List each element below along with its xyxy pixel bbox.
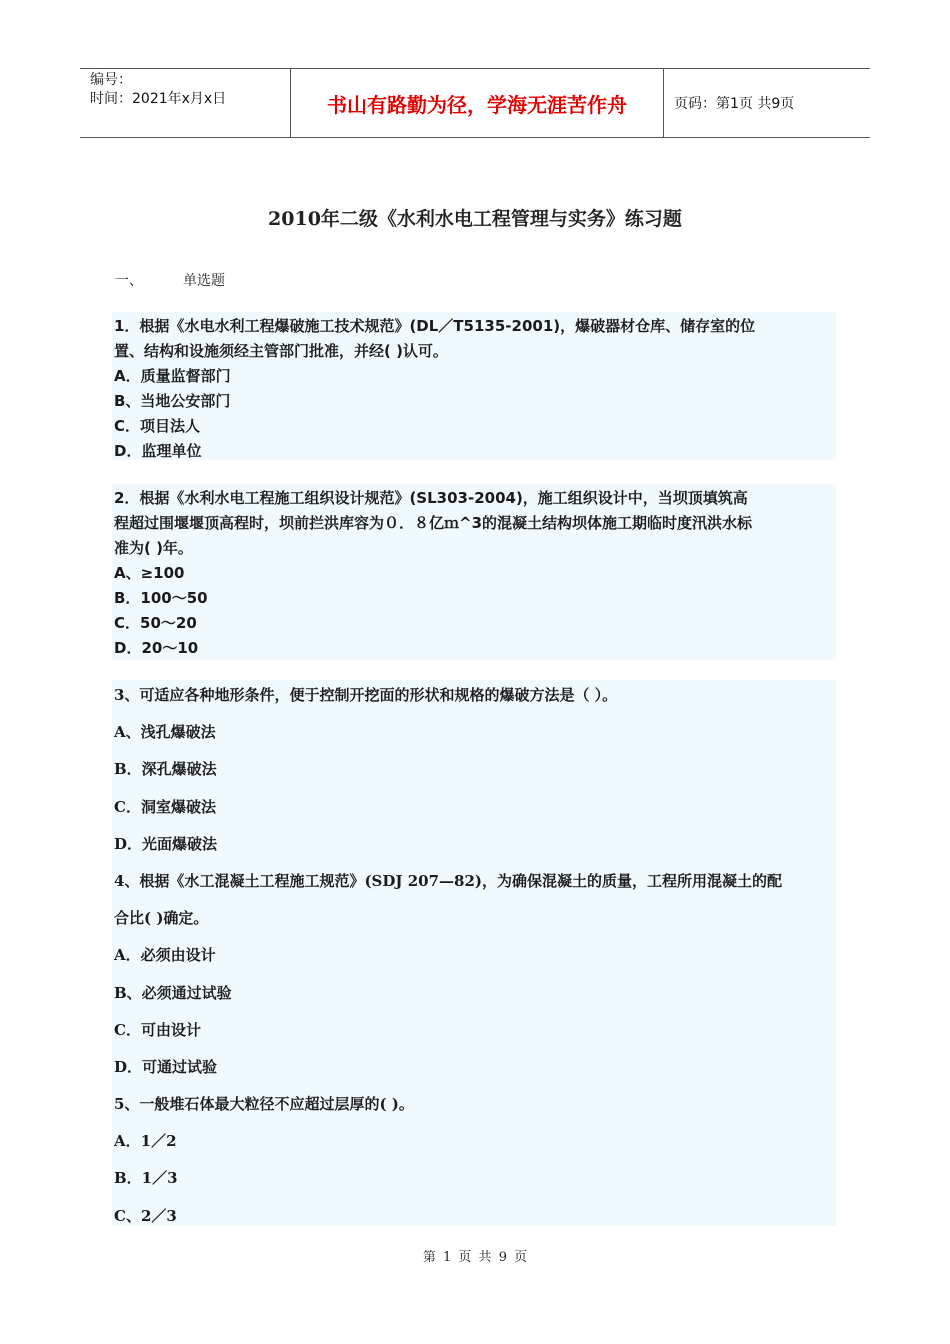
option-d: D．可通过试验 xyxy=(114,1057,218,1076)
option-a: A．1／2 xyxy=(114,1132,177,1151)
option-b: B．1／3 xyxy=(114,1169,178,1188)
question-5-stem: 5、一般堆石体最大粒径不应超过层厚的( )。 xyxy=(114,1095,414,1114)
section-number: 一、 xyxy=(115,273,143,289)
option-a: A．必须由设计 xyxy=(114,946,216,965)
question-1 xyxy=(112,312,836,460)
question-stem-line: 置、结构和设施须经主管部门批准，并经( )认可。 xyxy=(114,342,448,360)
question-stem-line: 1．根据《水电水利工程爆破施工技术规范》(DL／T5135-2001)，爆破器材仓库、储存室的位 xyxy=(114,317,756,335)
page-footer: 第 1 页 共 9 页 xyxy=(422,1250,528,1265)
option-a: A、≥100 xyxy=(114,564,185,582)
page-header xyxy=(80,68,870,138)
option-b: B、当地公安部门 xyxy=(114,392,231,410)
question-3-stem: 3、可适应各种地形条件，便于控制开挖面的形状和规格的爆破方法是（ ）。 xyxy=(114,686,618,704)
number-label: 编号： xyxy=(90,72,132,88)
section-name: 单选题 xyxy=(183,273,225,289)
motto: 书山有路勤为径，学海无涯苦作舟 xyxy=(290,69,664,137)
option-c: C．项目法人 xyxy=(114,417,201,435)
page-info: 页码：第1页 共9页 xyxy=(674,96,795,112)
questions-3-to-5 xyxy=(112,680,836,1226)
option-a: A、浅孔爆破法 xyxy=(114,723,216,742)
option-b: B．深孔爆破法 xyxy=(114,760,217,779)
question-stem-line: 程超过围堰堰顶高程时，坝前拦洪库容为０．８亿ｍ^3的混凝土结构坝体施工期临时度汛洪水标 xyxy=(114,514,753,532)
question-2 xyxy=(112,484,836,660)
time-label: 时间：2021年x月x日 xyxy=(90,91,227,107)
option-c: C．50～20 xyxy=(114,614,197,632)
question-stem-line: 2．根据《水利水电工程施工组织设计规范》(SL303-2004)，施工组织设计中，当坝顶填筑高 xyxy=(114,489,748,507)
option-c: C．洞室爆破法 xyxy=(114,797,216,816)
option-c: C、2／3 xyxy=(114,1206,177,1225)
option-a: A．质量监督部门 xyxy=(114,367,231,385)
option-c: C．可由设计 xyxy=(114,1020,201,1039)
header-meta xyxy=(80,69,290,137)
option-d: D．20～10 xyxy=(114,639,199,657)
option-b: B．100～50 xyxy=(114,589,208,607)
question-4-stem: 4、根据《水工混凝土工程施工规范》(SDJ 207—82)，为确保混凝土的质量，工程所用混凝土的配 xyxy=(114,871,782,890)
option-d: D．光面爆破法 xyxy=(114,834,218,853)
document-title: 2010年二级《水利水电工程管理与实务》练习题 xyxy=(268,208,682,230)
section-heading xyxy=(115,270,225,290)
question-stem-line: 准为( )年。 xyxy=(114,539,193,557)
option-b: B、必须通过试验 xyxy=(114,983,232,1002)
option-d: D．监理单位 xyxy=(114,442,202,460)
question-4-stem: 合比( )确定。 xyxy=(114,909,209,928)
